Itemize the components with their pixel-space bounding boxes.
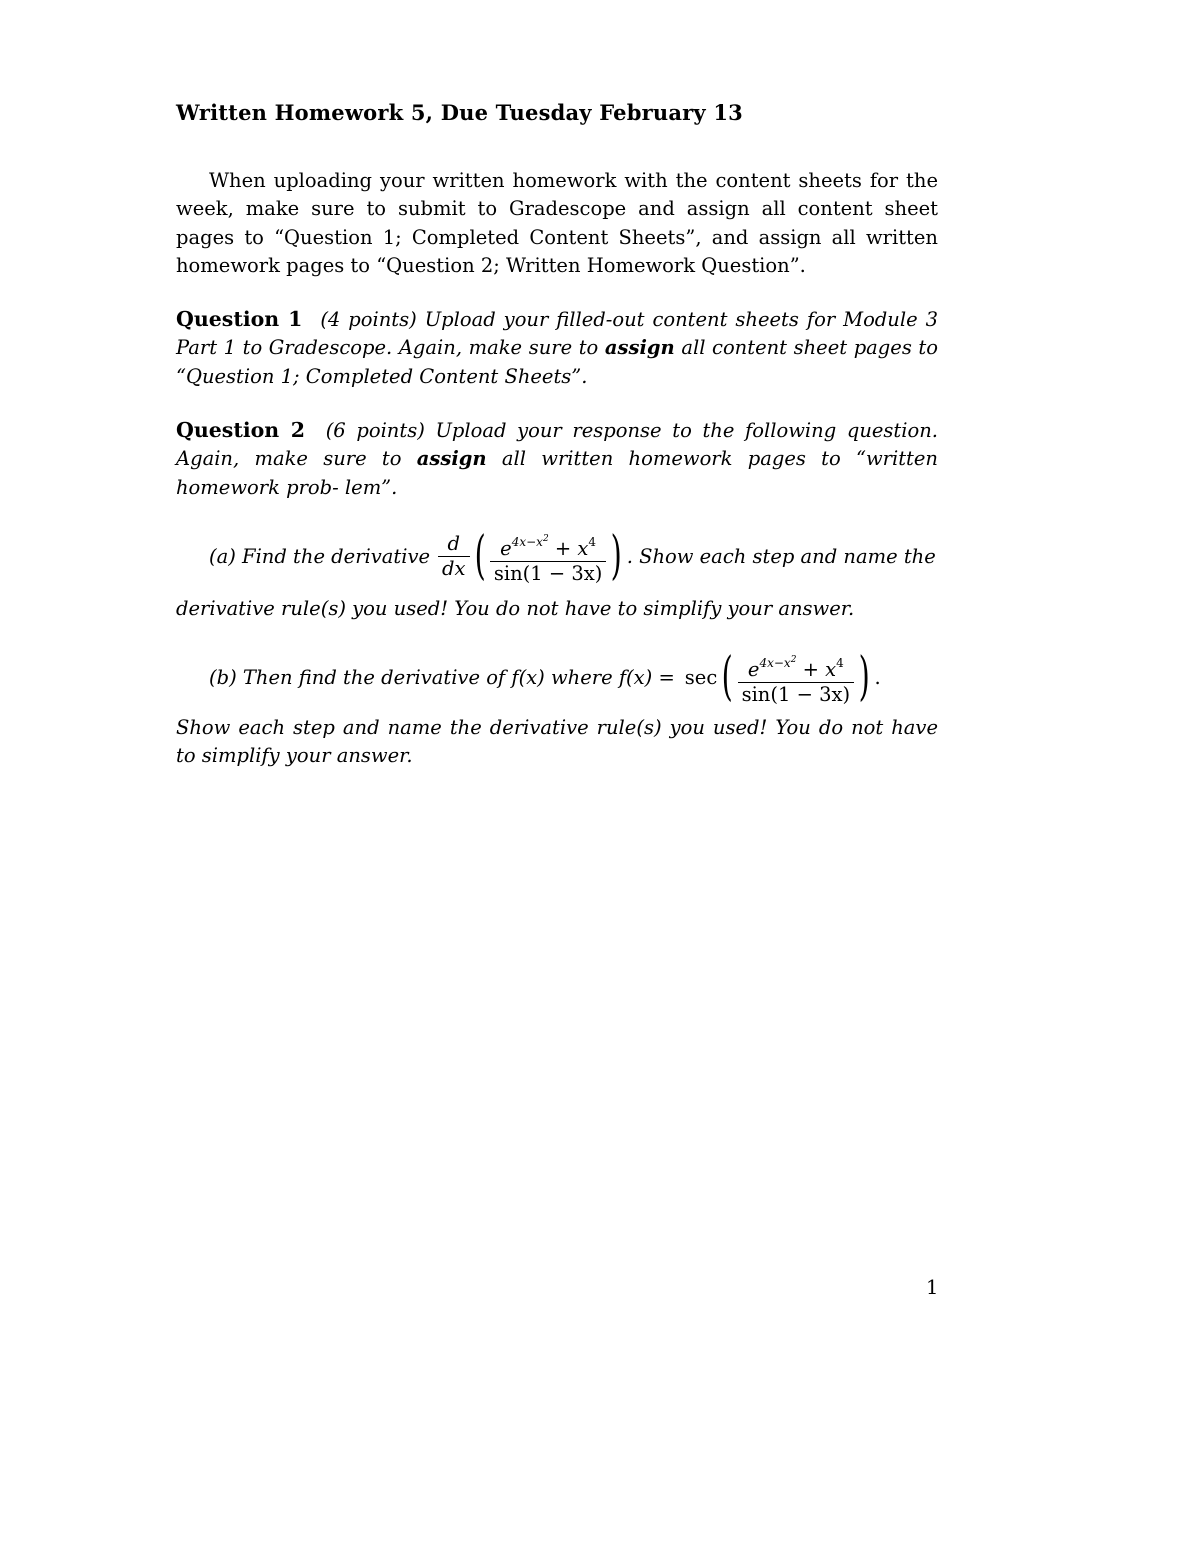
part-b-numerator: $e^{4x-x^2} + x^4$ — [747, 654, 844, 681]
question-2-emphasis: assign — [416, 447, 487, 471]
question-1-emphasis: assign — [604, 336, 675, 360]
part-a-lead: (a) Find the derivative — [209, 544, 431, 568]
question-1-label: Question 1 — [176, 307, 303, 331]
question-2-text-after: all written homework pages to “written homework prob- lem”. — [176, 447, 938, 499]
part-a-denominator: sin(1 − 3x) — [493, 561, 603, 585]
part-a-fraction — [490, 527, 607, 586]
left-paren-icon: ( — [721, 647, 733, 707]
right-paren-icon: ) — [610, 526, 623, 586]
part-a — [209, 525, 938, 587]
part-b-fraction — [738, 648, 855, 707]
page-title: Written Homework 5, Due Tuesday February 13 — [176, 100, 743, 125]
question-1-text-before: (4 points) Upload your filled-out content sheets for Module 3 Part 1 to Gradescope. Again, make sure to — [176, 308, 938, 360]
part-a-continuation: derivative rule(s) you used! You do not have to simplify your answer. — [176, 597, 855, 620]
part-b-continuation: Show each step and name the derivative rule(s) you used! You do not have to simplify your answer. — [176, 716, 938, 768]
sec-function: sec — [684, 665, 718, 689]
part-b-denominator: sin(1 − 3x) — [741, 682, 851, 706]
question-2-label: Question 2 — [176, 418, 306, 442]
part-b-tail: . — [874, 665, 881, 689]
derivative-operator — [438, 532, 469, 581]
page-number: 1 — [926, 1276, 939, 1299]
question-1-text-after: all content sheet pages to “Question 1; Completed Content Sheets”. — [176, 336, 939, 388]
part-b-lead: (b) Then find the derivative of f(x) where f(x) = — [209, 665, 675, 689]
part-b — [209, 643, 938, 711]
right-paren-icon: ) — [858, 647, 870, 707]
intro-paragraph: When uploading your written homework with the content sheets for the week, make sure to submit to Gradescope and assign all content sheet pages to “Question 1; Completed Content Sheets”, and assign all written homework pages to “Question 2; Written Homework Question”. — [176, 169, 938, 278]
part-a-tail: . Show each step and name the — [626, 544, 936, 568]
question-2 — [176, 416, 938, 502]
question-1 — [176, 305, 938, 391]
derivative-operator-numerator: d — [447, 531, 461, 555]
derivative-operator-denominator: dx — [442, 556, 466, 580]
part-a-numerator: $e^{4x-x^2} + x^4$ — [500, 533, 597, 560]
left-paren-icon: ( — [474, 526, 486, 586]
question-2-text-before: (6 points) Upload your response to the following question. Again, make sure to — [176, 419, 938, 471]
